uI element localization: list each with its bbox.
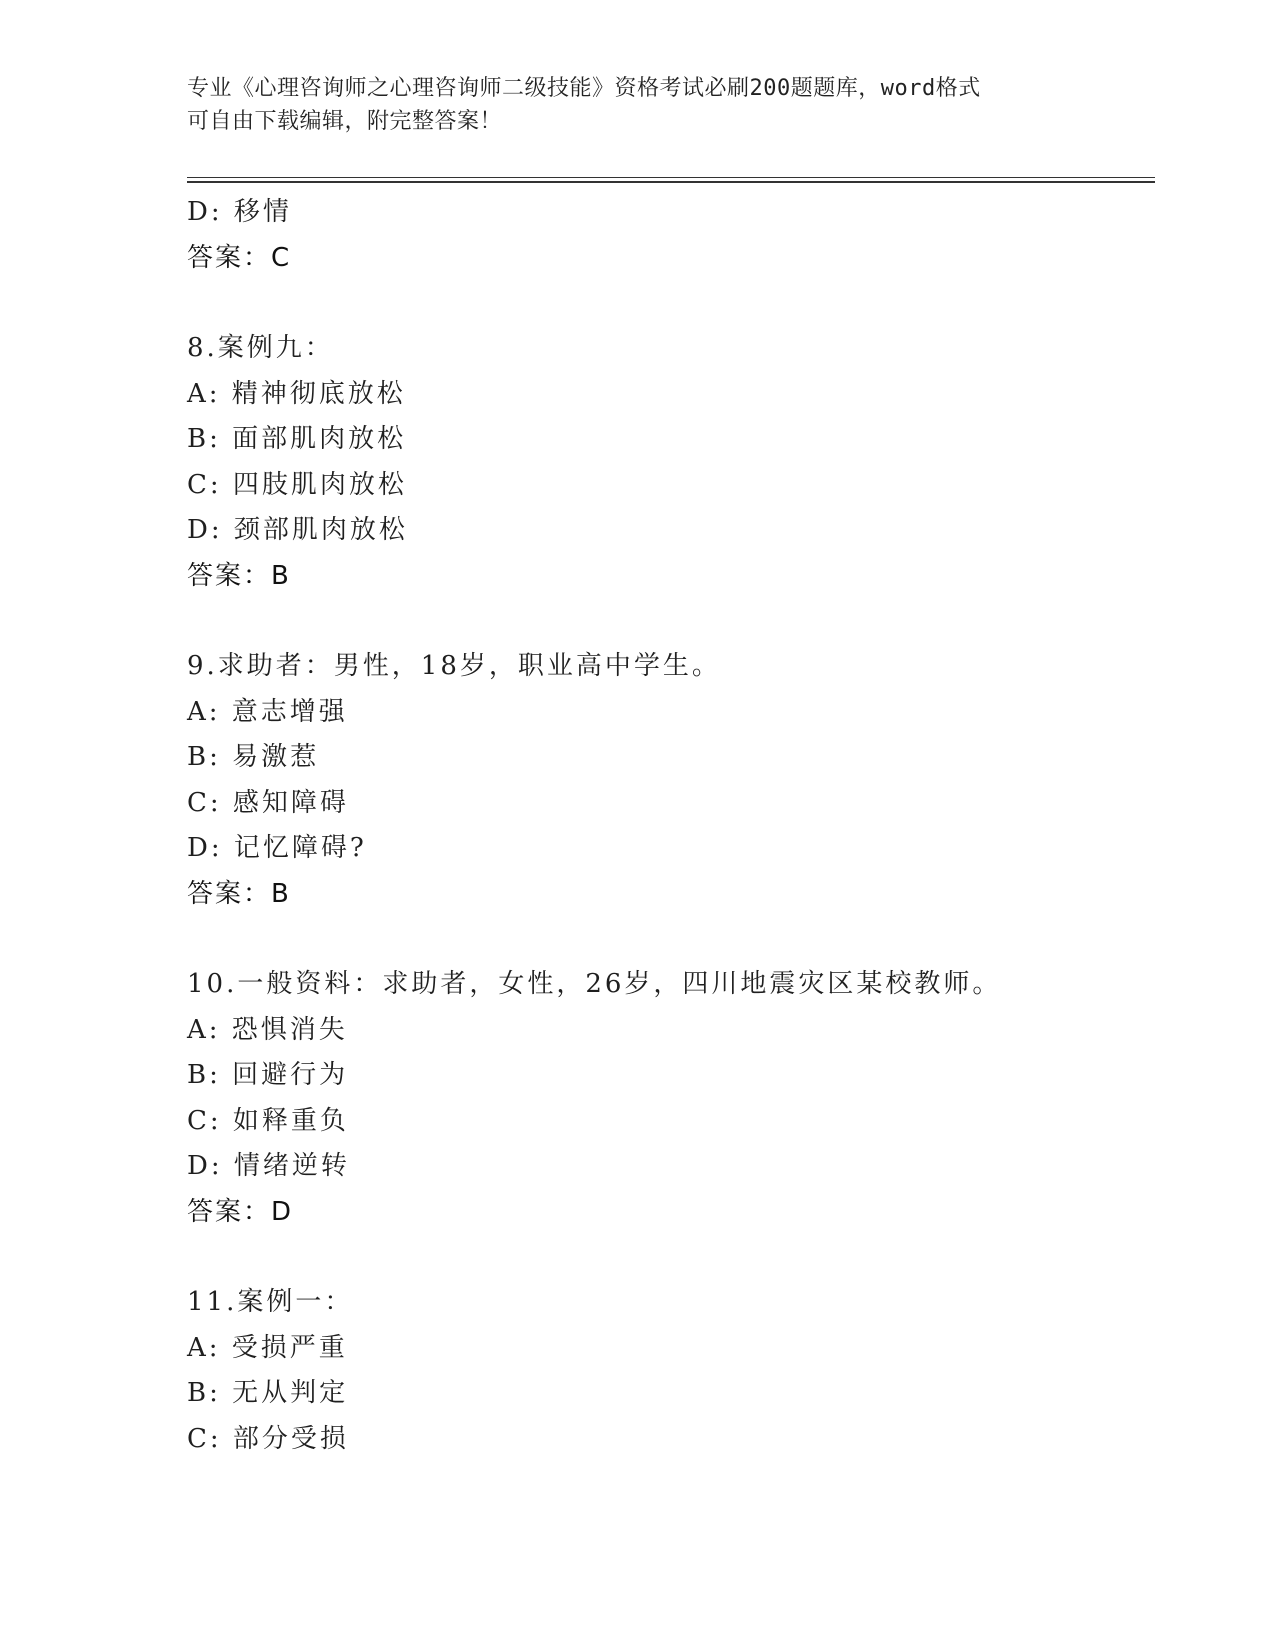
answer-line: 答案：C <box>187 242 292 273</box>
option-c: C: 如释重负 <box>187 1105 349 1136</box>
option-b: B: 回避行为 <box>187 1060 349 1090</box>
answer-line: 答案：B <box>187 878 291 909</box>
option-a: A: 精神彻底放松 <box>187 378 406 409</box>
option-d: D: 情绪逆转 <box>187 1151 350 1181</box>
question-stem: 10.一般资料：求助者，女性，26岁，四川地震灾区某校教师。 <box>187 969 1002 999</box>
option-a: A: 意志增强 <box>187 696 348 727</box>
question-stem: 11.案例一： <box>187 1287 354 1317</box>
option-c: C: 感知障碍 <box>187 787 349 818</box>
option-b: B: 无从判定 <box>187 1378 349 1408</box>
option-a: A: 受损严重 <box>187 1332 348 1363</box>
spacer <box>187 281 1155 326</box>
document-header <box>187 72 1087 138</box>
spacer <box>187 599 1155 644</box>
header-divider-thin <box>187 177 1155 178</box>
option-d: D: 颈部肌肉放松 <box>187 515 408 545</box>
header-divider-thick <box>187 181 1155 183</box>
option-a: A: 恐惧消失 <box>187 1014 348 1045</box>
question-stem: 8.案例九： <box>187 333 334 363</box>
option-d: D: 移情 <box>187 197 292 227</box>
answer-line: 答案：D <box>187 1196 294 1227</box>
question-body <box>187 190 1155 1462</box>
spacer <box>187 917 1155 962</box>
option-d: D: 记忆障碍? <box>187 833 367 863</box>
answer-line: 答案：B <box>187 560 291 591</box>
header-line-1: 专业《心理咨询师之心理咨询师二级技能》资格考试必刷200题题库，word格式 <box>187 76 981 101</box>
option-c: C: 部分受损 <box>187 1423 349 1454</box>
question-stem: 9.求助者：男性，18岁，职业高中学生。 <box>187 651 721 681</box>
spacer <box>187 1235 1155 1280</box>
option-b: B: 易激惹 <box>187 742 320 772</box>
header-line-2: 可自由下载编辑，附完整答案！ <box>187 109 503 134</box>
option-c: C: 四肢肌肉放松 <box>187 469 407 500</box>
option-b: B: 面部肌肉放松 <box>187 424 407 454</box>
